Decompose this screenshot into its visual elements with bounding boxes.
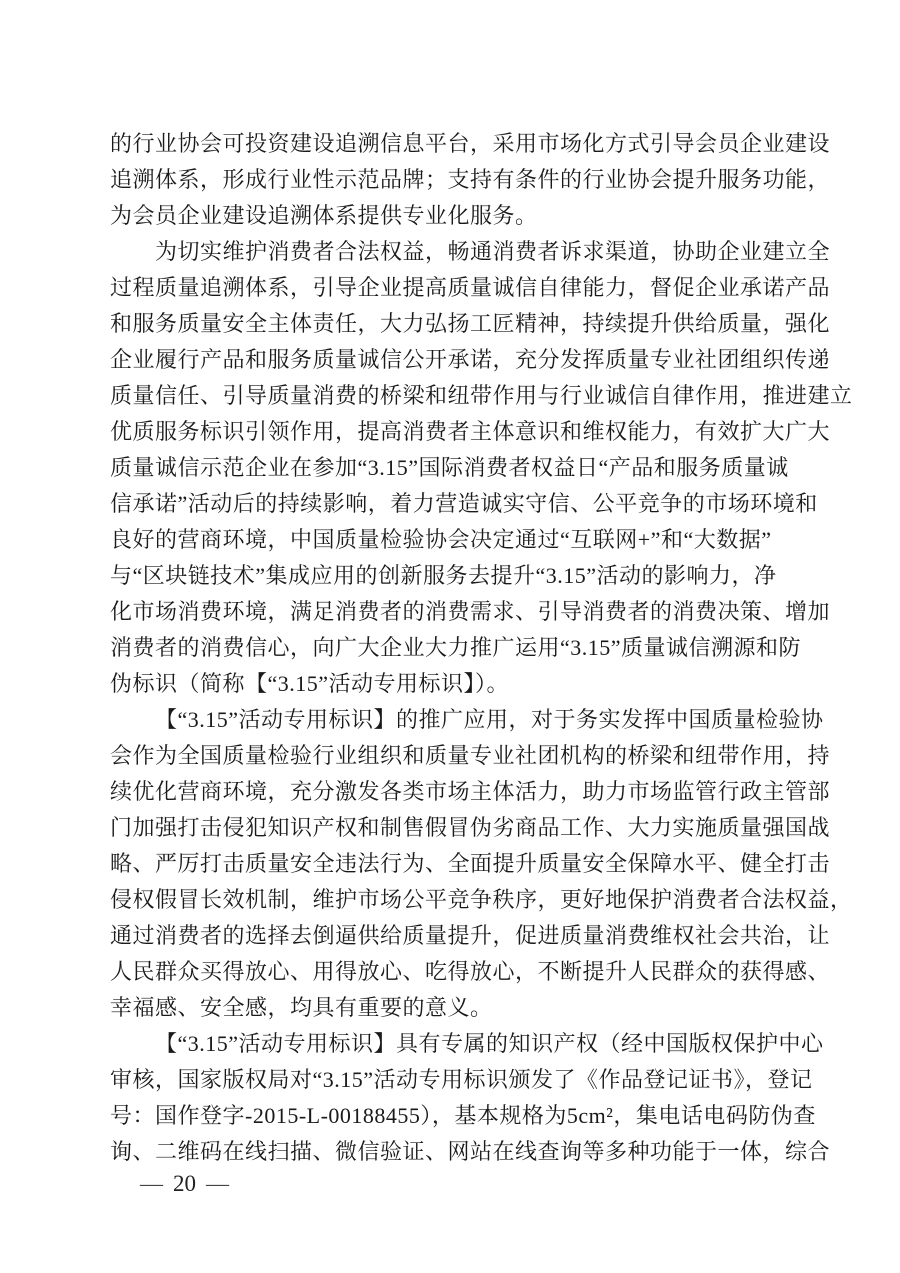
text-line: 优质服务标识引领作用，提高消费者主体意识和维权能力，有效扩大广大: [110, 419, 831, 444]
text-line: 号：国作登字-2015-L-00188455），基本规格为5cm²，集电话电码防伪查: [110, 1103, 816, 1128]
document-body: [110, 126, 853, 1170]
text-line: 企业履行产品和服务质量诚信公开承诺，充分发挥质量专业社团组织传递: [110, 347, 831, 372]
text-line: 审核，国家版权局对“3.15”活动专用标识颁发了《作品登记证书》，登记: [110, 1067, 813, 1092]
footer-dash-left: —: [140, 1171, 163, 1196]
text-line: 的行业协会可投资建设追溯信息平台，采用市场化方式引导会员企业建设: [110, 131, 831, 156]
text-line: 【“3.15”活动专用标识】具有专属的知识产权（经中国版权保护中心: [155, 1031, 824, 1056]
paragraph: [110, 234, 853, 702]
text-line: 续优化营商环境，充分激发各类市场主体活力，助力市场监管行政主管部: [110, 779, 831, 804]
text-line: 与“区块链技术”集成应用的创新服务去提升“3.15”活动的影响力，净: [110, 563, 777, 588]
page-footer: [140, 1170, 229, 1198]
text-line: 【“3.15”活动专用标识】的推广应用，对于务实发挥中国质量检验协: [155, 707, 824, 732]
text-line: 幸福感、安全感，均具有重要的意义。: [110, 995, 493, 1020]
text-line: 质量信任、引导质量消费的桥梁和纽带作用与行业诚信自律作用，推进建立: [110, 383, 853, 408]
text-line: 侵权假冒长效机制，维护市场公平竞争秩序，更好地保护消费者合法权益，: [110, 887, 853, 912]
paragraph: [110, 1026, 831, 1170]
text-line: 略、严厉打击质量安全违法行为、全面提升质量安全保障水平、健全打击: [110, 851, 831, 876]
text-line: 通过消费者的选择去倒逼供给质量提升，促进质量消费维权社会共治，让: [110, 923, 831, 948]
text-line: 追溯体系，形成行业性示范品牌；支持有条件的行业协会提升服务功能，: [110, 167, 831, 192]
text-line: 门加强打击侵犯知识产权和制售假冒伪劣商品工作、大力实施质量强国战: [110, 815, 831, 840]
text-line: 过程质量追溯体系，引导企业提高质量诚信自律能力，督促企业承诺产品: [110, 275, 831, 300]
text-line: 和服务质量安全主体责任，大力弘扬工匠精神，持续提升供给质量，强化: [110, 311, 831, 336]
paragraph: [110, 702, 853, 1026]
footer-dash-right: —: [206, 1171, 229, 1196]
text-line: 为切实维护消费者合法权益，畅通消费者诉求渠道，协助企业建立全: [155, 239, 831, 264]
text-line: 消费者的消费信心，向广大企业大力推广运用“3.15”质量诚信溯源和防: [110, 635, 802, 660]
text-line: 人民群众买得放心、用得放心、吃得放心，不断提升人民群众的获得感、: [110, 959, 831, 984]
text-line: 为会员企业建设追溯体系提供专业化服务。: [110, 203, 538, 228]
text-line: 化市场消费环境，满足消费者的消费需求、引导消费者的消费决策、增加: [110, 599, 831, 624]
text-line: 会作为全国质量检验行业组织和质量专业社团机构的桥梁和纽带作用，持: [110, 743, 831, 768]
text-line: 质量诚信示范企业在参加“3.15”国际消费者权益日“产品和服务质量诚: [110, 455, 789, 480]
text-line: 良好的营商环境，中国质量检验协会决定通过“互联网+”和“大数据”: [110, 527, 772, 552]
text-line: 伪标识（简称【“3.15”活动专用标识】）。: [110, 671, 510, 696]
text-line: 询、二维码在线扫描、微信验证、网站在线查询等多种功能于一体，综合: [110, 1139, 831, 1164]
page-number: 20: [173, 1171, 196, 1196]
text-line: 信承诺”活动后的持续影响，着力营造诚实守信、公平竞争的市场环境和: [110, 491, 818, 516]
paragraph: [110, 126, 831, 234]
